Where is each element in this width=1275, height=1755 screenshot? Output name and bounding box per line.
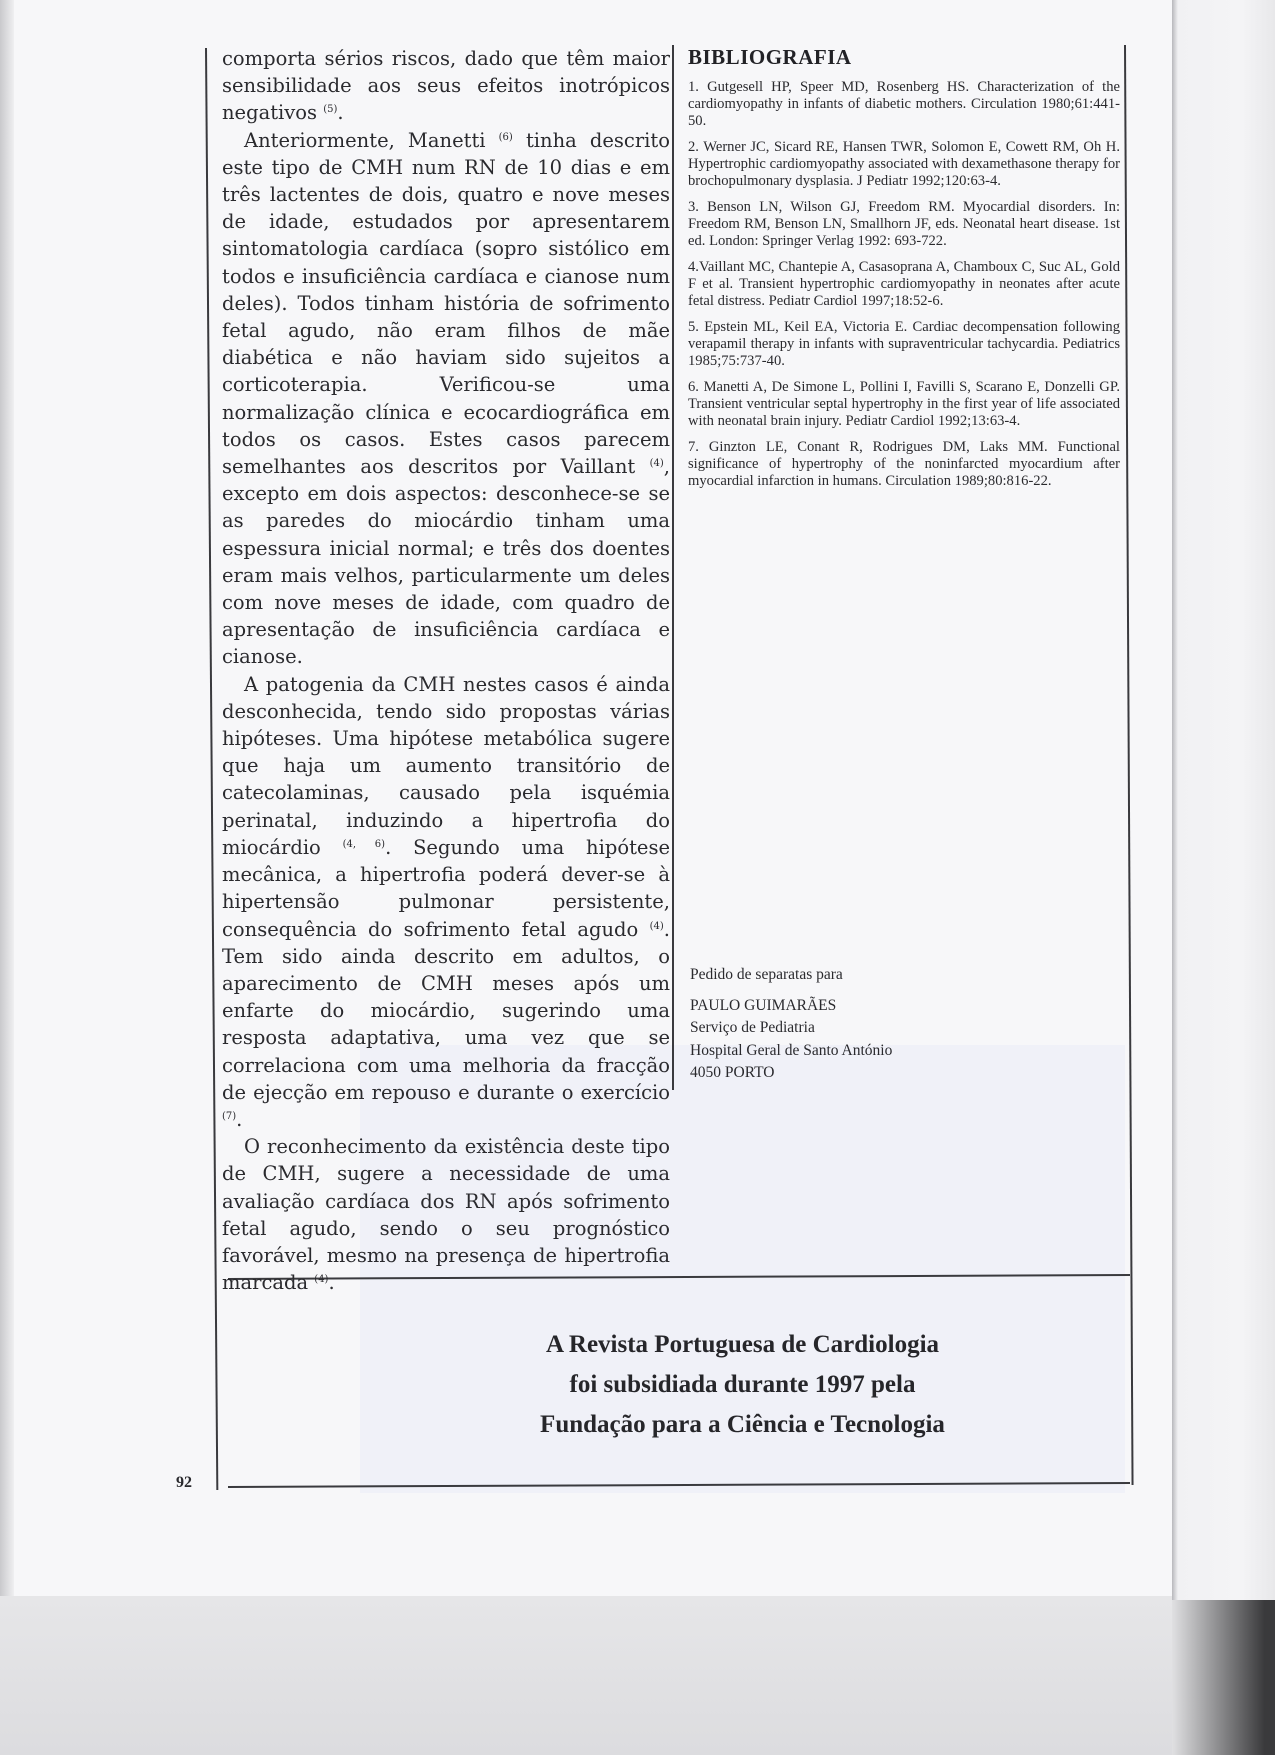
- reference-item: 5. Epstein ML, Keil EA, Victoria E. Cardiac decompensation following verapamil therapy in infants with supraventricular tachycardia. Pediatrics 1985;75:737-40.: [688, 319, 1120, 369]
- article-paragraph: [222, 671, 670, 1133]
- bibliography: [688, 45, 1120, 499]
- paragraph-text: tinha descrito este tipo de CMH num RN de 10 dias e em três lactentes de dois, quatro e nove meses de idade, estudados por apresentarem sintomatologia cardíaca (sopro sistólico em todos e insuficiência cardíaca e cianose num deles). Todos tinham história de sofrimento fetal agudo, não eram filhos de mãe diabética e não haviam sido sujeitos a corticoterapia. Verificou-se uma normalização clínica e ecocardiográfica em todos os casos. Estes casos parecem semelhantes aos descritos por Vaillant: [222, 128, 670, 479]
- paragraph-text: .: [236, 1107, 243, 1131]
- paragraph-text: , excepto em dois aspectos: desconhece-se se as paredes do miocárdio tinham uma espessura inicial normal; e três dos doentes eram mais velhos, particularmente um deles com nove meses de idade, com quadro de apresentação de insuficiência cardíaca e cianose.: [222, 455, 670, 669]
- paragraph-text: Anteriormente, Manetti: [244, 128, 499, 152]
- reprint-name: PAULO GUIMARÃES: [690, 996, 837, 1014]
- paragraph-text: . Tem sido ainda descrito em adultos, o aparecimento de CMH meses após um enfarte do miocárdio, sugerindo uma resposta adaptativa, uma vez que se correlaciona com uma melhoria da fracção de ejecção em repouso e durante o exercício: [222, 917, 670, 1104]
- citation-marker: (4): [649, 458, 664, 470]
- reprint-department: Serviço de Pediatria: [690, 1019, 815, 1036]
- funding-banner: [360, 1325, 1125, 1445]
- reprint-hospital: Hospital Geral de Santo António: [690, 1041, 893, 1059]
- citation-marker: (4): [649, 920, 664, 932]
- paragraph-text: A patogenia da CMH nestes casos é ainda desconhecida, tendo sido propostas várias hipóteses. Uma hipótese metabólica sugere que haja um aumento transitório de catecolaminas, causado pela isquémia perinatal, induzindo a hipertrofia do miocárdio: [222, 672, 670, 859]
- paragraph-text: .: [337, 101, 344, 125]
- reference-item: 3. Benson LN, Wilson GJ, Freedom RM. Myocardial disorders. In: Freedom RM, Benson LN, Smallhorn JF, eds. Neonatal heart disease. 1st ed. London: Springer Verlag 1992: 693-722.: [688, 199, 1120, 249]
- paragraph-text: .: [328, 1271, 335, 1295]
- bibliography-heading: BIBLIOGRAFIA: [688, 45, 852, 69]
- paragraph-text: . Segundo uma hipótese mecânica, a hipertrofia poderá dever-se à hipertensão pulmonar persistente, consequência do sofrimento fetal agudo: [222, 835, 670, 941]
- reprint-request: [690, 964, 1110, 1085]
- banner-line: foi subsidiada durante 1997 pela: [569, 1371, 916, 1398]
- citation-marker: (6): [498, 131, 513, 143]
- reference-item: 7. Ginzton LE, Conant R, Rodrigues DM, Laks MM. Functional significance of hypertrophy of the noninfarcted myocardium after myocardial infarction in humans. Circulation 1989;80:816-22.: [688, 439, 1120, 489]
- page-number: 92: [176, 1474, 192, 1491]
- adjacent-page-edge: [1172, 0, 1275, 1755]
- citation-marker: (5): [323, 104, 338, 116]
- article-paragraph: [222, 45, 670, 127]
- reprint-city: 4050 PORTO: [690, 1064, 775, 1081]
- citation-marker: (4): [314, 1274, 329, 1286]
- scan-shadow: [0, 0, 14, 1596]
- article-paragraph: [222, 1133, 670, 1296]
- reference-item: 6. Manetti A, De Simone L, Pollini I, Favilli S, Scarano E, Donzelli GP. Transient ventricular septal hypertrophy in the first year of life associated with neonatal brain injury. Pediatr Cardiol 1992;13:63-4.: [688, 379, 1120, 429]
- column-divider-rule: [672, 45, 674, 1090]
- paragraph-text: comporta sérios riscos, dado que têm maior sensibilidade aos seus efeitos inotrópicos negativos: [222, 47, 670, 125]
- reference-item: 2. Werner JC, Sicard RE, Hansen TWR, Solomon E, Cowett RM, Oh H. Hypertrophic cardiomyopathy associated with dexamethasone therapy for brochopulmonary dysplasia. J Pediatr 1992;120:63-4.: [688, 139, 1120, 189]
- article-paragraph: [222, 127, 670, 671]
- adjacent-page-shadow: [1172, 1600, 1275, 1755]
- reference-item: 1. Gutgesell HP, Speer MD, Rosenberg HS. Characterization of the cardiomyopathy in infants of diabetic mothers. Circulation 1980;61:441-50.: [688, 79, 1120, 129]
- banner-line: Fundação para a Ciência e Tecnologia: [540, 1411, 945, 1438]
- citation-marker: (4, 6): [342, 838, 386, 850]
- reprint-label: Pedido de separatas para: [690, 966, 843, 983]
- reference-list: [688, 79, 1120, 490]
- paragraph-text: O reconhecimento da existência deste tipo de CMH, sugere a necessidade de uma avaliação cardíaca dos RN após sofrimento fetal agudo, sendo o seu prognóstico favorável, mesmo na presença de hipertrofia marcada: [222, 1135, 670, 1295]
- citation-marker: (7): [222, 1110, 237, 1122]
- scanner-bed: [0, 1596, 1172, 1755]
- banner-line: A Revista Portuguesa de Cardiologia: [545, 1331, 940, 1358]
- article-body: [222, 45, 670, 1296]
- reference-item: 4.Vaillant MC, Chantepie A, Casasoprana A, Chamboux C, Suc AL, Gold F et al. Transient hypertrophic cardiomyopathy in neonates after acute fetal distress. Pediatr Cardiol 1997;18:52-6.: [688, 259, 1120, 309]
